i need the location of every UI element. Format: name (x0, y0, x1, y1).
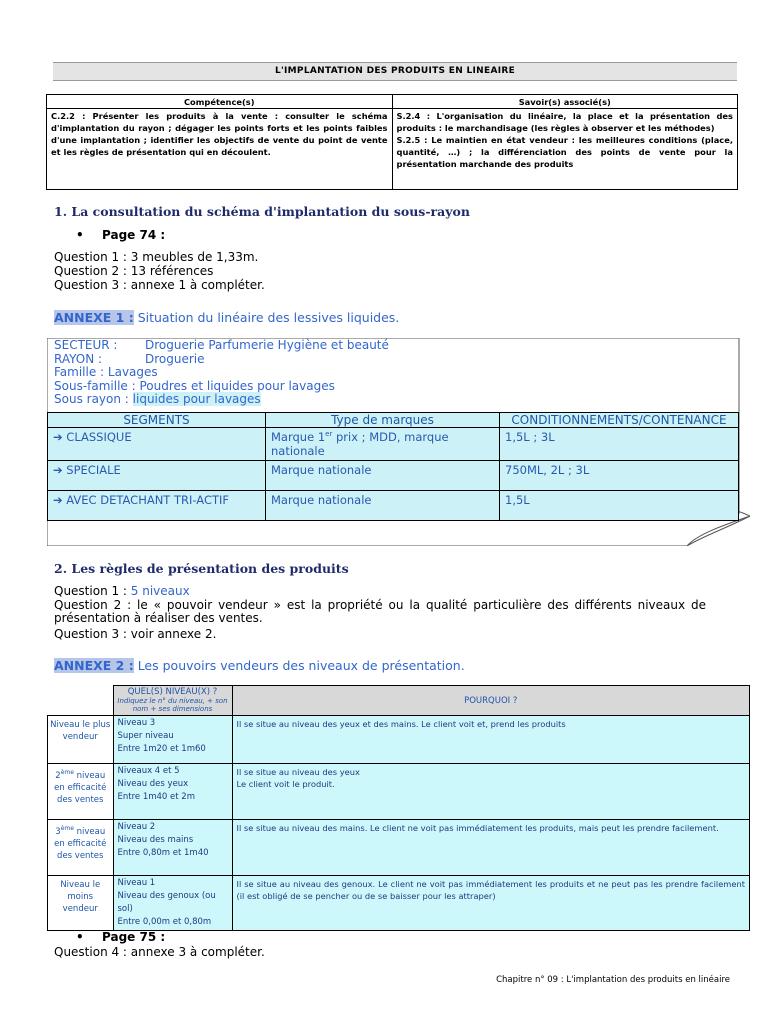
row-label-num: 3 (55, 826, 61, 837)
marque-text-b: prix ; MDD, marque nationale (271, 430, 449, 458)
annexe1-label: ANNEXE 1 : (54, 310, 134, 325)
bullet-icon: • (76, 228, 84, 242)
niveau-num: Niveaux 4 et 5 (117, 766, 180, 776)
savoir-text-a: S.2.4 : L'organisation du linéaire, la place et la présentation des produits : le marchandisage (les règles à observer et les méthodes) (396, 111, 733, 133)
niveau-num: Niveau 1 (117, 878, 156, 888)
niveau-cell (113, 764, 232, 820)
savoir-header: Savoir(s) associé(s) (392, 95, 738, 109)
table-row (48, 461, 739, 491)
marque-cell (266, 428, 500, 461)
s1-question1: Question 1 : 3 meubles de 1,33m. (54, 250, 259, 264)
marque-sup: er (325, 430, 333, 439)
pourquoi-cell: Il se situe au niveau des yeux et des mains. Le client voit et, prend les produits (232, 716, 750, 764)
pourquoi-cell: Il se situe au niveau des mains. Le client ne voit pas immédiatement les produits, mais peut les prendre facilement. (232, 820, 750, 876)
niveau-dim: Entre 0,00m et 0,80m (117, 917, 212, 927)
empty-corner (48, 686, 114, 716)
table-row (48, 876, 750, 931)
pourquoi-header: POURQUOI ? (232, 686, 750, 716)
niveau-cell (113, 876, 232, 931)
annexe1-heading (54, 310, 399, 325)
s2-question3: Question 3 : voir annexe 2. (54, 627, 217, 641)
niveau-nom: Niveau des genoux (ou sol) (117, 891, 216, 914)
s1-question2: Question 2 : 13 références (54, 264, 214, 278)
row-label (48, 716, 114, 764)
segments-header: SEGMENTS (48, 413, 266, 428)
niveau-nom: Niveau des yeux (117, 779, 189, 789)
page75-bullet (76, 930, 165, 944)
niveau-dim: Entre 1m40 et 2m (117, 792, 195, 802)
segments-table (47, 412, 739, 521)
table-row (48, 491, 739, 521)
niveau-cell (113, 820, 232, 876)
niveaux-table (47, 685, 750, 931)
rayon-label: RAYON : (54, 351, 103, 366)
famille-line: Famille : Lavages (54, 365, 158, 379)
savoir-cell (392, 109, 738, 190)
document-title: L'IMPLANTATION DES PRODUITS EN LINEAIRE (53, 62, 737, 81)
conditionnement-cell: 750ML, 2L ; 3L (500, 461, 739, 491)
pourquoi-cell: Il se situe au niveau des yeux Le client voit le produit. (232, 764, 750, 820)
sous-rayon-value: liquides pour lavages (132, 392, 261, 406)
sous-famille-line: Sous-famille : Poudres et liquides pour lavages (54, 378, 335, 393)
secteur-value: Droguerie Parfumerie Hygiène et beauté (145, 338, 389, 352)
section1-heading: 1. La consultation du schéma d'implantation du sous-rayon (54, 204, 470, 219)
row-label-sup: ème (60, 769, 74, 776)
niveau-nom: Niveau des mains (117, 835, 194, 845)
bullet-icon: • (76, 930, 84, 944)
niveau-nom: Super niveau (117, 731, 174, 741)
rayon-value: Droguerie (145, 351, 205, 366)
row-label-text: niveau en efficacité des ventes (54, 826, 107, 861)
s2-question1 (54, 585, 190, 598)
table-row (48, 716, 750, 764)
s2-question2: Question 2 : le « pouvoir vendeur » est la propriété ou la qualité particulière des différents niveaux de présentation à réaliser des ventes. (54, 598, 706, 625)
quel-niveau-header (113, 686, 232, 716)
annexe2-label: ANNEXE 2 : (54, 658, 134, 673)
niveau-dim: Entre 0,80m et 1m40 (117, 848, 209, 858)
segment-cell: ➔ CLASSIQUE (48, 428, 266, 461)
row-label-sup: ème (60, 825, 74, 832)
niveau-num: Niveau 2 (117, 822, 156, 832)
s2-q1-answer: 5 niveaux (130, 584, 190, 598)
competences-table (46, 94, 738, 190)
s2-q1-prefix: Question 1 : (54, 584, 131, 598)
sous-rayon-label: Sous rayon : (54, 392, 129, 406)
row-label-text: Niveau le moins vendeur (60, 880, 101, 914)
quel-niveau-sub: Indiquez le n° du niveau, + son nom + ses dimensions (117, 697, 228, 713)
conditionnements-header: CONDITIONNEMENTS/CONTENANCE (500, 413, 739, 428)
secteur-line (54, 339, 389, 353)
annexe1-title: Situation du linéaire des lessives liquides. (133, 310, 400, 325)
pourquoi-cell: Il se situe au niveau des genoux. Le client ne voit pas immédiatement les produits et ne peut pas les prendre facilement (il est obligé de se pencher ou de se baisser pour les attraper) (232, 876, 750, 931)
competence-text: C.2.2 : Présenter les produits à la vente : consulter le schéma d'implantation du rayon ; dégager les points forts et les points faibles d'une implantation ; identifier les objectifs de vente du point de vente et les règles de présentation qui en découlent. (47, 109, 393, 190)
marque-cell: Marque nationale (266, 461, 500, 491)
marque-cell: Marque nationale (266, 491, 500, 521)
annexe1-info (54, 339, 389, 407)
segment-cell: ➔ SPECIALE (48, 461, 266, 491)
niveau-cell (113, 716, 232, 764)
row-label-text: Niveau le plus vendeur (50, 720, 111, 742)
annexe2-heading (54, 658, 465, 673)
table-row (48, 820, 750, 876)
secteur-label: SECTEUR : (54, 338, 118, 352)
conditionnement-cell: 1,5L (500, 491, 739, 521)
segment-cell: ➔ AVEC DETACHANT TRI-ACTIF (48, 491, 266, 521)
section2-heading: 2. Les règles de présentation des produits (54, 561, 349, 576)
niveau-num: Niveau 3 (117, 718, 156, 728)
niveau-dim: Entre 1m20 et 1m60 (117, 744, 206, 754)
row-label (48, 876, 114, 931)
table-row (48, 428, 739, 461)
s1-question3: Question 3 : annexe 1 à compléter. (54, 278, 265, 292)
rayon-line (54, 353, 389, 367)
annexe2-title: Les pouvoirs vendeurs des niveaux de présentation. (133, 658, 465, 673)
savoir-text-b: S.2.5 : Le maintien en état vendeur : les meilleures conditions (place, quantité, …) ; la différenciation des points de vente pour la présentation marchande des produits (396, 135, 733, 169)
table-row (48, 764, 750, 820)
page74-bullet (76, 228, 165, 242)
row-label (48, 820, 114, 876)
conditionnement-cell: 1,5L ; 3L (500, 428, 739, 461)
s3-question4: Question 4 : annexe 3 à compléter. (54, 945, 265, 959)
quel-niveau-title: QUEL(S) NIVEAU(X) ? (127, 687, 218, 697)
marque-text: Marque 1 (271, 430, 326, 444)
competence-header: Compétence(s) (47, 95, 393, 109)
marques-header: Type de marques (266, 413, 500, 428)
row-label-num: 2 (55, 770, 61, 781)
sous-rayon-line (54, 393, 389, 407)
page75-label: Page 75 : (102, 930, 166, 944)
page-footer: Chapitre n° 09 : L'implantation des produits en linéaire (496, 975, 730, 985)
row-label (48, 764, 114, 820)
page74-label: Page 74 : (102, 228, 166, 242)
row-label-text: niveau en efficacité des ventes (54, 770, 107, 805)
